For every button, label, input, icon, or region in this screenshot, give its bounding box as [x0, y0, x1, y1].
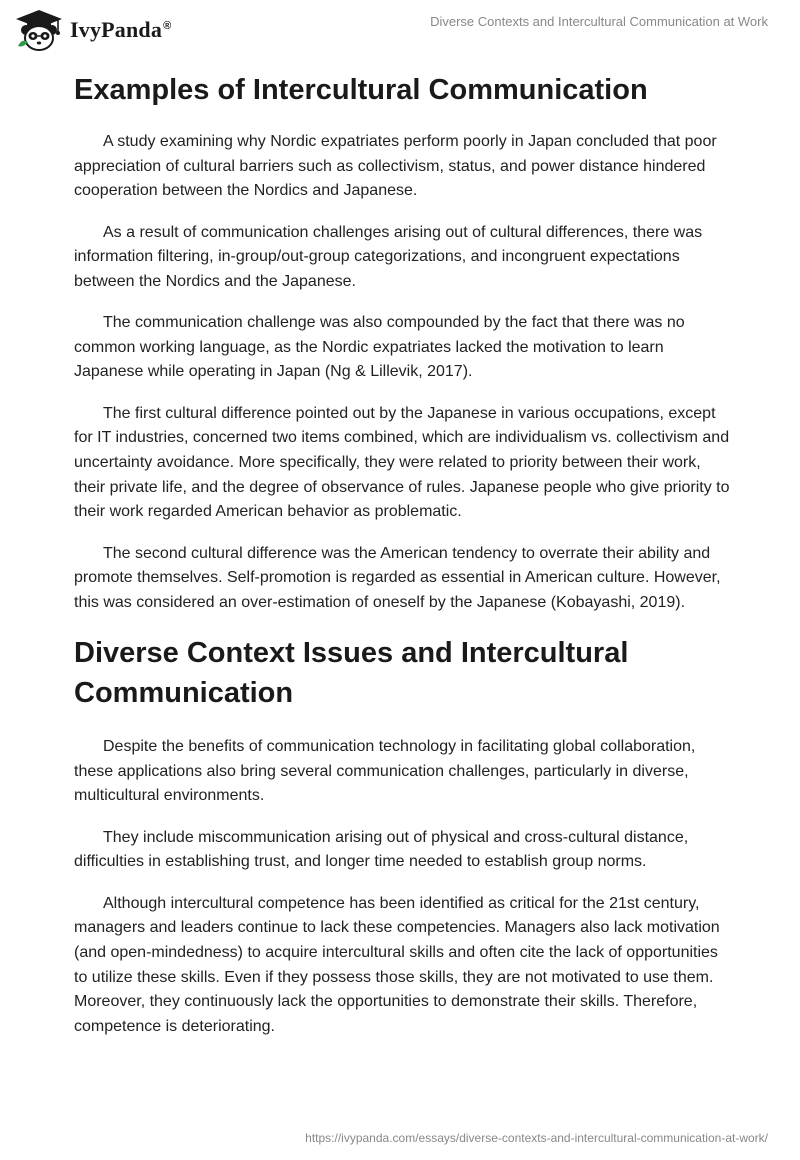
- paragraph: Although intercultural competence has been identified as critical for the 21st century, managers and leaders continue to lack these competencies. Managers also lack motivation (and open-mindedness) to acquire intercultural skills and often cite the lack of opportunities to utilize these skills. Even if they possess those skills, they are not motivated to use them. Moreover, they continuously lack the opportunities to demonstrate their skills. Therefore, competence is deteriorating.: [74, 894, 720, 1035]
- paragraph: Despite the benefits of communication technology in facilitating global collaboration, these applications also bring several communication challenges, particularly in diverse, multicultural environments.: [74, 738, 696, 805]
- section-heading: Diverse Context Issues and Intercultural Communication: [74, 637, 629, 710]
- paragraph: The first cultural difference pointed out by the Japanese in various occupations, except for IT industries, concerned two items combined, which are individualism vs. collectivism and uncertainty avoidance. More specifically, they were related to priority between their work, their private life, and the degree of observance of rules. Japanese people who give priority to their work regarded American behavior as problematic.: [74, 404, 730, 521]
- panda-graduate-icon: [14, 8, 64, 52]
- essay-body: [74, 70, 734, 1056]
- paragraph: The communication challenge was also compounded by the fact that there was no common working language, as the Nordic expatriates lacked the motivation to learn Japanese while operating in Japan (Ng & Lillevik, 2017).: [74, 314, 685, 381]
- document-title: Diverse Contexts and Intercultural Communication at Work: [430, 14, 768, 29]
- source-url[interactable]: https://ivypanda.com/essays/diverse-contexts-and-intercultural-communication-at-work/: [305, 1131, 768, 1145]
- paragraph: They include miscommunication arising out of physical and cross-cultural distance, difficulties in establishing trust, and longer time needed to establish group norms.: [74, 828, 689, 871]
- section-heading: Examples of Intercultural Communication: [74, 74, 648, 106]
- page-header: [0, 0, 800, 60]
- brand-logo[interactable]: [14, 8, 171, 52]
- paragraph: A study examining why Nordic expatriates perform poorly in Japan concluded that poor appreciation of cultural barriers such as collectivism, status, and power distance hindered cooperation between the Nordics and Japanese.: [74, 133, 717, 200]
- paragraph: The second cultural difference was the American tendency to overrate their ability and promote themselves. Self-promotion is regarded as essential in American culture. However, this was considered an over-estimation of oneself by the Japanese (Kobayashi, 2019).: [74, 544, 721, 611]
- brand-name: IvyPanda®: [70, 17, 172, 42]
- paragraph: As a result of communication challenges arising out of cultural differences, there was information filtering, in-group/out-group categorizations, and incongruent expectations between the Nordics and the Japanese.: [74, 223, 703, 290]
